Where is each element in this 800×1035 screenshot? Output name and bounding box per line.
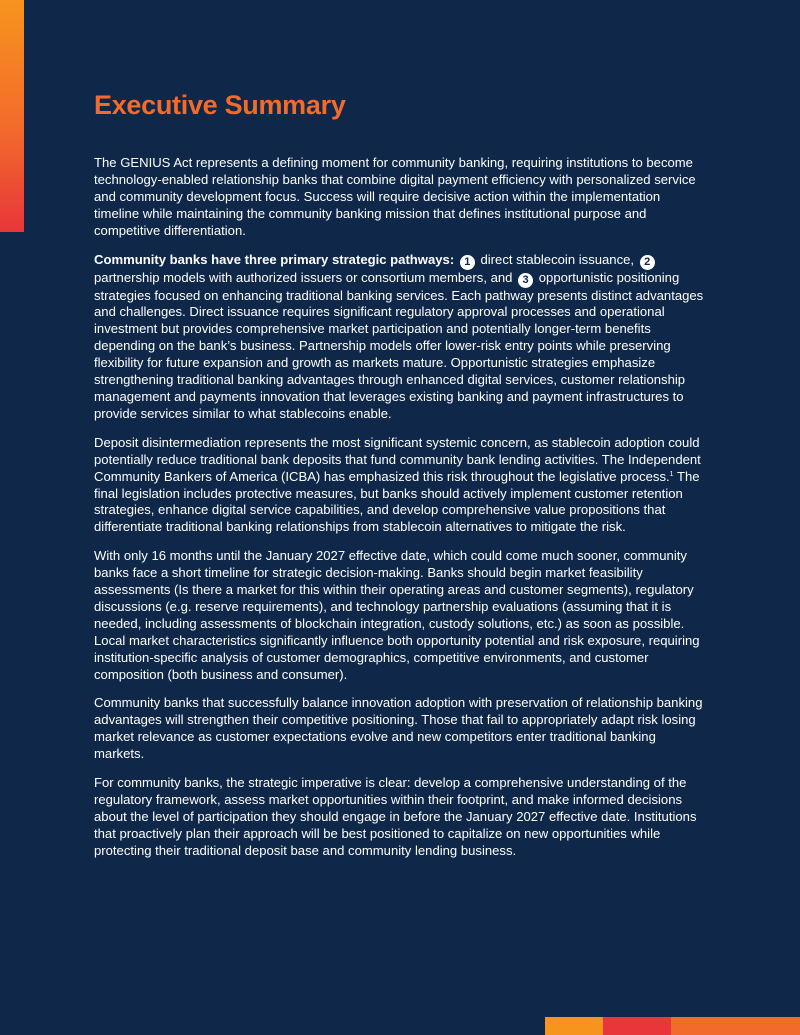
footer-accent-orange xyxy=(545,1017,603,1035)
pathway-2-text: partnership models with authorized issuers or consortium members, and xyxy=(94,269,513,285)
disintermediation-text-a: Deposit disintermediation represents the most significant systemic concern, as stablecoin adoption could potentially reduce traditional bank deposits that fund community bank lending activities. The Independent Community Bankers of America (ICBA) has emphasized this risk throughout the legislative process. xyxy=(94,434,701,484)
page-title: Executive Summary xyxy=(94,90,346,120)
paragraph-imperative: For community banks, the strategic imperative is clear: develop a comprehensive understanding of the regulatory framework, assess market opportunities within their footprint, and make informed decisions about the level of participation they should engage in before the January 2027 effective date. Institutions that proactively plan their approach will be best positioned to capitalize on new opportunities while protecting their traditional deposit base and community lending business. xyxy=(94,775,697,858)
pathway-marker-3: 3 xyxy=(518,273,533,288)
disintermediation-text-b: The final legislation includes protective measures, but banks should actively implement customer retention strategies, enhance digital service capabilities, and develop comprehensive value propositions that differentiate traditional banking relationships from stablecoin alternatives to mitigate the risk. xyxy=(94,468,700,535)
footnote-ref: 1 xyxy=(669,470,674,478)
left-accent-bar xyxy=(0,0,24,232)
pathway-marker-1: 1 xyxy=(460,255,475,270)
pathway-1-text: direct stablecoin issuance, xyxy=(480,251,635,267)
pathways-lead: Community banks have three primary strategic pathways: xyxy=(94,251,455,267)
paragraph-disintermediation xyxy=(94,435,706,536)
paragraph-pathways xyxy=(94,252,706,423)
document-body xyxy=(94,90,706,872)
footer-accent-red xyxy=(603,1017,671,1035)
paragraph-balance: Community banks that successfully balance innovation adoption with preservation of relationship banking advantages will strengthen their competitive positioning. Those that fail to appropriately adapt risk losing market relevance as customer expectations evolve and new competitors enter traditional banking markets. xyxy=(94,695,703,762)
paragraph-timeline: With only 16 months until the January 2027 effective date, which could come much sooner, community banks face a short timeline for strategic decision-making. Banks should begin market feasibility assessments (Is there a market for this within their operating areas and customer segments), regulatory discussions (e.g. reserve requirements), and technology partnership evaluations (assuming that it is needed, including assessments of blockchain integration, custody solutions, etc.) as soon as possible. Local market characteristics significantly influence both opportunity potential and risk exposure, requiring institution-specific analysis of customer demographics, competitive environments, and customer composition (both business and consumer). xyxy=(94,548,700,682)
footer-accent-coral xyxy=(671,1017,800,1035)
pathway-marker-2: 2 xyxy=(640,255,655,270)
pathway-3-text: opportunistic positioning strategies focused on enhancing traditional banking services. Each pathway presents distinct advantages and challenges. Direct issuance requires significant regulatory approval processes and operational investment but provides comprehensive market participation and potentially longer-term benefits depending on the bank’s business. Partnership models offer lower-risk entry points while preserving flexibility for future expansion and growth as markets mature. Opportunistic strategies emphasize strengthening traditional banking advantages through enhanced digital services, customer relationship management and payments innovation that leverages existing banking and payment infrastructures to provide services similar to what stablecoins enable. xyxy=(94,269,704,421)
paragraph-intro: The GENIUS Act represents a defining moment for community banking, requiring institutions to become technology-enabled relationship banks that combine digital payment efficiency with personalized service and community development focus. Success will require decisive action within the implementation timeline while maintaining the community banking mission that defines institutional purpose and competitive differentiation. xyxy=(94,155,696,238)
